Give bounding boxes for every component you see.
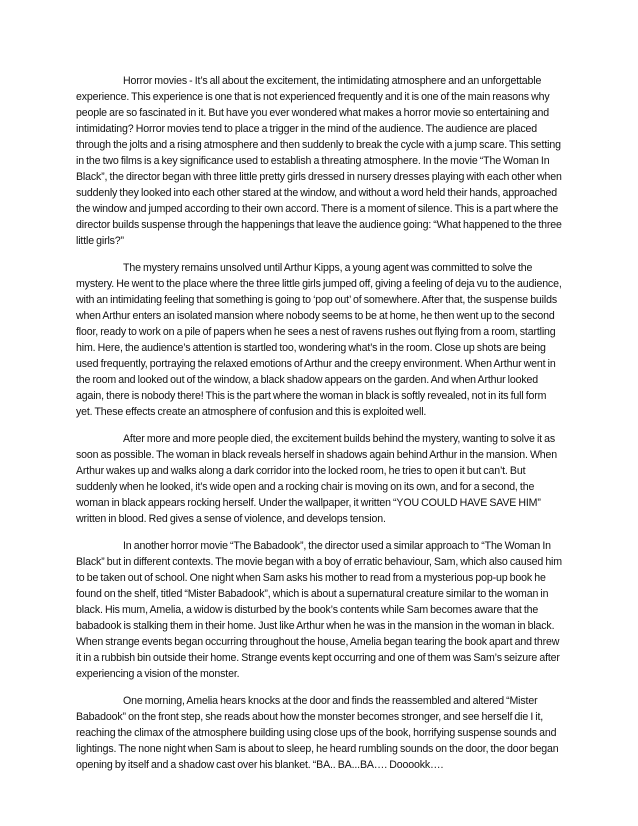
- paragraph-mystery: The mystery remains unsolved until Arthur Kipps, a young agent was committed to solve the mystery. He went to the place where the three little girls jumped off, giving a feeling of deja vu to the audience, with an intimidating feeling that something is going to ‘pop out’ of somewhere. After that, the suspense builds when Arthur enters an isolated mansion where nobody seems to be at home, he then went up to the second floor, ready to work on a pile of papers when he sees a nest of ravens rushes out flying from a room, startling him. Here, the audience’s attention is startled too, wondering what’s in the room. Close up shots are being used frequently, portraying the relaxed emotions of Arthur and the creepy environment. When Arthur went in the room and looked out of the window, a black shadow appears on the garden. And when Arthur looked again, there is nobody there! This is the part where the woman in black is softly revealed, not in its full form yet. These effects create an atmosphere of confusion and this is exploited well.: [76, 262, 562, 419]
- paragraph-excitement: After more and more people died, the excitement builds behind the mystery, wanting to solve it as soon as possible. The woman in black reveals herself in shadows again behind Arthur in the mansion. When Arthur wakes up and walks along a dark corridor into the locked room, he tries to open it but can’t. But suddenly when he looked, it’s wide open and a rocking chair is moving on its own, and for a second, the woman in black appears rocking herself. Under the wallpaper, it written “YOU COULD HAVE SAVE HIM” written in blood. Red gives a sense of violence, and develops tension.: [76, 432, 558, 526]
- paragraph-morning: One morning, Amelia hears knocks at the door and finds the reassembled and altered “Mister Babadook” on the front step, she reads about how the monster becomes stronger, and see herself die I it, reaching the climax of the atmosphere building using close ups of the book, horrifying suspense sounds and lightings. The none night when Sam is about to sleep, he heard rumbling sounds on the door, the door began opening by itself and a shadow cast over his blanket. “BA.. BA...BA…. Dooookk….: [76, 694, 559, 771]
- paragraph-intro: Horror movies - It’s all about the excitement, the intimidating atmosphere and an unforgettable experience. This experience is one that is not experienced frequently and it is one of the main reasons why people are so fascinated in it. But have you ever wondered what makes a horror movie so entertaining and intimidating? Horror movies tend to place a trigger in the mind of the audience. The audience are placed through the jolts and a rising atmosphere and then suddenly to break the cycle with a jump scare. This setting in the two films is a key significance used to establish a threating atmosphere. In the movie “The Woman In Black”, the director began with three little pretty girls dressed in nursery dresses playing with each other when suddenly they looked into each other stared at the window, and without a word held their hands, approached the window and jumped according to their own accord. There is a moment of silence. This is a part where the director builds suspense through the happenings that leave the audience going: “What happened to the three little girls?”: [76, 75, 562, 248]
- paragraph-babadook: In another horror movie “The Babadook”, the director used a similar approach to “The Woman In Black” but in different contexts. The movie began with a boy of erratic behaviour, Sam, which also caused him to be taken out of school. One night when Sam asks his mother to read from a mysterious pop-up book he found on the shelf, titled “Mister Babadook”, which is about a supernatural creature similar to the woman in black. His mum, Amelia, a widow is disturbed by the book’s contents while Sam becomes aware that the babadook is stalking them in their home. Just like Arthur when he was in the mansion in the woman in black. When strange events began occurring throughout the house, Amelia began tearing the book apart and threw it in a rubbish bin outside their home. Strange events kept occurring and one of them was Sam’s seizure after experiencing a vision of the monster.: [76, 539, 562, 681]
